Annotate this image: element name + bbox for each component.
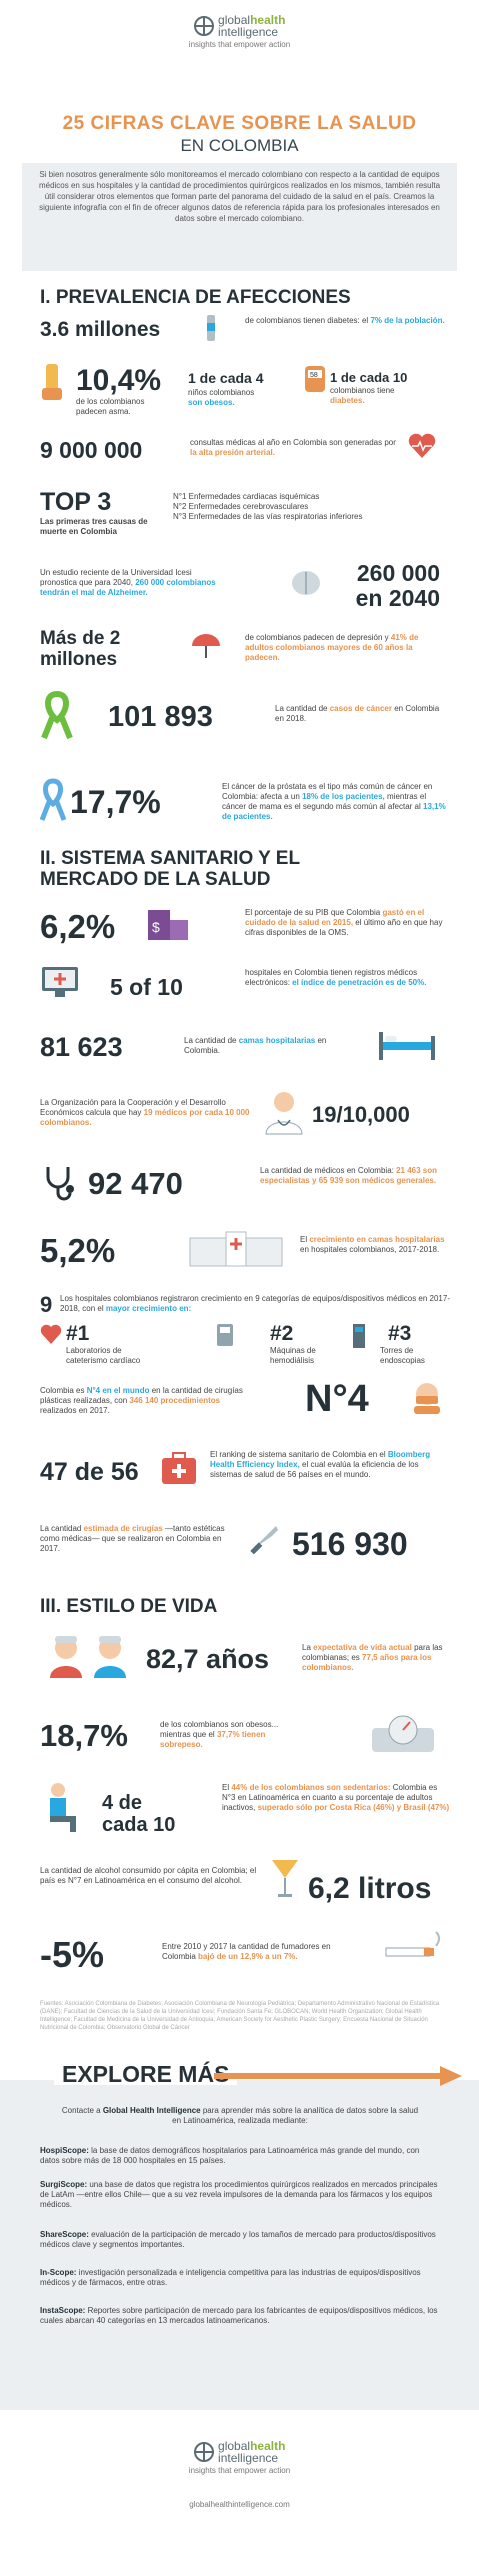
rank-2-number: #2: [270, 1322, 294, 1345]
scale-icon: [368, 1708, 438, 1756]
consultations-text: consultas médicas al año en Colombia son generadas por la alta presión arterial.: [190, 438, 396, 457]
sitting-person-icon: [40, 1782, 84, 1834]
globe-icon: [194, 16, 214, 36]
life-expectancy-text: La expectativa de vida actual para las colombianas; es 77,5 años para los colombianos.: [302, 1643, 443, 1672]
umbrella-person-icon: [190, 632, 222, 660]
alzheimer-figure-2: en 2040: [355, 585, 440, 611]
bloomberg-figure: 47 de 56: [40, 1458, 139, 1486]
surgeries-text: La cantidad estimada de cirugías —tanto estéticas como médicas— que se realizaron en Colombia en 2017.: [40, 1524, 225, 1553]
obesity-text: de los colombianos son obesos... mientras que el 37,7% tienen sobrepeso.: [160, 1720, 279, 1749]
intro-paragraph: Si bien nosotros generalmente sólo monitoreamos el mercado colombiano con respecto a la cantidad de equipos médicos en sus hospitales y la cantidad de procedimientos quirúrgicos realizados en los mismos, también resulta útil considerar otros elementos que forman parte del panorama del cuidado de la salud en el país. Creamos la siguiente infografía con el fin de ofrecer algunos datos de referencia rápida para los profesionales interesados en datos sobre el mercado colombiano.: [22, 163, 457, 271]
footer-logo: [0, 2440, 479, 2475]
svg-text:$: $: [152, 919, 160, 935]
brand-wordmark: [218, 14, 285, 38]
gdp-figure: 6,2%: [40, 908, 116, 945]
elderly-couple-icon: [40, 1634, 138, 1680]
sedentary-text: El 44% de los colombianos son sedentarios: Colombia es N°3 en Latinoamérica en cuanto a su porcentaje de adultos inactivos, superado sólo por Costa Rica (46%) y Brasil (47%): [222, 1783, 450, 1812]
plastic-surgery-text: Colombia es N°4 en el mundo en la cantidad de cirugías plásticas realizadas, con 346 140 procedimientos realizados en 2017.: [40, 1386, 243, 1415]
brand-tagline: insights that empower action: [188, 40, 291, 49]
top3-item: N°1 Enfermedades cardiacas isquémicas: [173, 492, 320, 501]
equipment-count-figure: 9: [40, 1292, 53, 1317]
prostate-text: El cáncer de la próstata es el tipo más común de cáncer en Colombia: afecta a un 18% de los pacientes, mientras el cáncer de mama es el segundo más común al afectar al 13,1% de pacientes.: [222, 782, 446, 821]
inhaler-icon: [40, 364, 66, 404]
surgical-mask-face-icon: [410, 1380, 444, 1416]
green-ribbon-icon: [40, 690, 74, 740]
alzheimer-figure-1: 260 000: [356, 560, 440, 586]
plastic-surgery-figure: N°4: [305, 1378, 369, 1420]
oecd-text: La Organización para la Cooperación y el Desarrollo Económicos calcula que hay 19 médicos por cada 10 000 colombianos.: [40, 1098, 250, 1127]
rank-3-number: #3: [388, 1322, 412, 1345]
rank-1-label: Laboratorios de cateterismo cardíaco: [66, 1346, 141, 1365]
explore-item-inscope: In-Scope: investigación personalizada e inteligencia competitiva para las industrias de equipos/dispositivos médicos y de fármacos, entre otras.: [40, 2268, 421, 2287]
rank-2-label: Máquinas de hemodiálisis: [270, 1346, 316, 1365]
heart-pressure-icon: [407, 432, 437, 460]
bed-growth-text: El crecimiento en camas hospitalarias en hospitales colombianos, 2017-2018.: [300, 1235, 445, 1254]
footer-brand-name-c: intelligence: [218, 2451, 279, 2465]
explore-item-instascope: InstaScope: Reportes sobre participación de mercado para los fabricantes de equipos/dispositivos médicos, los cuales abarcan 40 categorías en 13 mercados latinoamericanos.: [40, 2306, 438, 2325]
stethoscope-icon: [40, 1163, 78, 1201]
alzheimer-text: Un estudio reciente de la Universidad Icesi pronostica que para 2040, 260 000 colombianos tendrán el mal de Alzheimer.: [40, 568, 216, 597]
page-title: 25 CIFRAS CLAVE SOBRE LA SALUD: [62, 113, 417, 134]
diabetes-ratio-text: colombianos tiene diabetes.: [330, 386, 395, 405]
first-aid-kit-icon: [160, 1452, 198, 1486]
svg-text:58: 58: [310, 372, 318, 379]
sedentary-figure-1: 4 de: [102, 1792, 143, 1814]
footer-url-link[interactable]: globalhealthintelligence.com: [189, 2500, 290, 2509]
explore-heading: EXPLORE MÁS: [54, 2064, 237, 2085]
depression-figure-1: Más de 2: [40, 628, 121, 649]
life-expectancy-figure: 82,7 años: [146, 1644, 270, 1674]
section-2-heading-1: II. SISTEMA SANITARIO Y EL: [40, 848, 301, 869]
asthma-text: de los colombianos padecen asma.: [76, 397, 145, 416]
ehr-figure: 5 of 10: [110, 974, 183, 1000]
surgeries-figure: 516 930: [292, 1526, 408, 1562]
cocktail-icon: [270, 1856, 300, 1900]
bed-growth-figure: 5,2%: [40, 1232, 116, 1269]
cancer-cases-text: La cantidad de casos de cáncer en Colombia en 2018.: [275, 704, 440, 723]
obesity-figure: 18,7%: [40, 1718, 128, 1753]
depression-text: de colombianos padecen de depresión y 41% de adultos colombianos mayores de 60 años la padecen.: [245, 633, 419, 662]
explore-lead: Contacte a Global Health Intelligence para aprender más sobre la analítica de datos sobre la salud en Latinoamérica, realizada mediante:: [61, 2106, 419, 2125]
diabetes-ratio-figure: 1 de cada 10: [330, 370, 408, 385]
alcohol-figure: 6,2 litros: [308, 1872, 432, 1905]
gdp-text: El porcentaje de su PIB que Colombia gastó en el cuidado de la salud en 2015, el último año en que hay cifras disponibles de la OMS.: [245, 908, 443, 937]
dialysis-machine-icon: [214, 1322, 236, 1348]
hospital-bed-icon: [375, 1026, 439, 1062]
scalpel-icon: [248, 1520, 282, 1554]
heart-catheter-icon: [40, 1322, 62, 1346]
arrow-icon: [214, 2064, 464, 2088]
diabetes-text: de colombianos tienen diabetes: el 7% de la población.: [245, 316, 445, 325]
footer-tagline: insights that empower action: [188, 2466, 291, 2475]
doctors-text: La cantidad de médicos en Colombia: 21 463 son especialistas y 65 939 son médicos generales.: [260, 1166, 438, 1185]
top3-item: N°3 Enfermedades de las vías respiratorias inferiores: [173, 512, 363, 521]
hospital-building-icon: [186, 1230, 286, 1268]
oecd-figure: 19/10,000: [312, 1102, 410, 1127]
equipment-text: Los hospitales colombianos registraron crecimiento en 9 categorías de equipos/dispositivos médicos en 2017-2018, con el mayor crecimiento en:: [60, 1294, 450, 1313]
depression-figure-2: millones: [40, 649, 118, 670]
sedentary-figure-2: cada 10: [102, 1814, 176, 1836]
child-obesity-text: niños colombianos son obesos.: [188, 388, 255, 407]
footer-brand-name-a: global: [218, 2439, 251, 2453]
brain-icon: [290, 568, 322, 598]
rank-1-number: #1: [66, 1322, 90, 1345]
smokers-text: Entre 2010 y 2017 la cantidad de fumadores en Colombia bajó de un 12,9% a un 7%.: [162, 1942, 331, 1961]
section-3-heading: III. ESTILO DE VIDA: [40, 1596, 218, 1617]
glucometer-icon: [304, 364, 326, 394]
footer-globe-icon: [194, 2442, 214, 2462]
brand-name-a: global: [218, 13, 251, 27]
sources-text: Fuentes: Asociación Colombiana de Diabetes; Asociación Colombiana de Neurología Pediátrica; Departamento Administrativo Nacional de Estadística (DANE); Facultad de Ciencias de la Salud de la Universidad Icesi; Fundación Santa Fe; GLOBOCAN; World Health Organization; Global Health Intelligence; Facultad de Medicina de la Universidad de Antioquia; American Society for Aesthetic Plastic Surgery; Encuesta Nacional de Situación Nutricional de Colombia; Observatorio Global de Cáncer: [40, 2001, 440, 2031]
explore-item-hospiscope: HospiScope: la base de datos demográficos hospitalarios para Latinoamérica más grande del mundo, con datos sobre más de 18 000 hospitales en 15 países.: [40, 2146, 420, 2165]
consultations-figure: 9 000 000: [40, 437, 143, 463]
top3-subtitle: Las primeras tres causas de muerte en Colombia: [40, 517, 148, 536]
cigarette-icon: [384, 1930, 444, 1964]
page-subtitle: EN COLOMBIA: [180, 136, 299, 155]
brand-name-b: health: [250, 13, 286, 27]
top3-list: [173, 492, 443, 522]
endoscopy-tower-icon: [348, 1322, 370, 1350]
section-2-heading-2: MERCADO DE LA SALUD: [40, 869, 271, 890]
beds-figure: 81 623: [40, 1032, 123, 1062]
footer-brand-name-b: health: [250, 2439, 286, 2453]
cancer-cases-figure: 101 893: [108, 701, 213, 733]
computer-monitor-icon: [40, 965, 80, 1001]
alcohol-text: La cantidad de alcohol consumido por cápita en Colombia; el país es N°7 en Latinoamérica en el consumo del alcohol.: [40, 1866, 257, 1885]
doctors-figure: 92 470: [88, 1166, 183, 1201]
bloomberg-text: El ranking de sistema sanitario de Colombia en el Bloomberg Health Efficiency Index, el cual evalúa la eficiencia de los sistemas de salud de 56 países en el mundo.: [210, 1450, 431, 1479]
rank-3-label: Torres de endoscopias: [380, 1346, 425, 1365]
diabetes-figure: 3.6 millones: [40, 318, 161, 341]
brand-name-c: intelligence: [218, 25, 279, 39]
explore-item-sharescope: ShareScope: evaluación de la participación de mercado y los tamaños de mercado para productos/dispositivos médicos clave y segmentos importantes.: [40, 2230, 436, 2249]
blue-ribbon-icon: [38, 778, 68, 822]
child-obesity-figure: 1 de cada 4: [188, 370, 264, 386]
top3-item: N°2 Enfermedades cerebrovasculares: [173, 502, 309, 511]
insulin-pen-icon: [200, 313, 222, 343]
prostate-figure: 17,7%: [70, 784, 161, 820]
ehr-text: hospitales en Colombia tienen registros médicos electrónicos: el índice de penetración es de 50%.: [245, 968, 427, 987]
section-1-heading: I. PREVALENCIA DE AFECCIONES: [40, 287, 351, 308]
smokers-figure: -5%: [40, 1934, 105, 1975]
top3-figure: TOP 3: [40, 488, 112, 516]
asthma-figure: 10,4%: [76, 364, 162, 397]
beds-text: La cantidad de camas hospitalarias en Colombia.: [184, 1036, 327, 1055]
brand-logo: [0, 14, 479, 49]
money-building-icon: [146, 904, 190, 942]
explore-item-surgiscope: SurgiScope: una base de datos que registra los procedimientos quirúrgicos realizados en mercados principales de LatAm —entre ellos Chile— que a su vez revela impulsores de la demanda para los fármacos y los equipos médicos.: [40, 2180, 438, 2209]
footer-wordmark: [218, 2440, 285, 2464]
doctor-icon: [262, 1088, 306, 1136]
